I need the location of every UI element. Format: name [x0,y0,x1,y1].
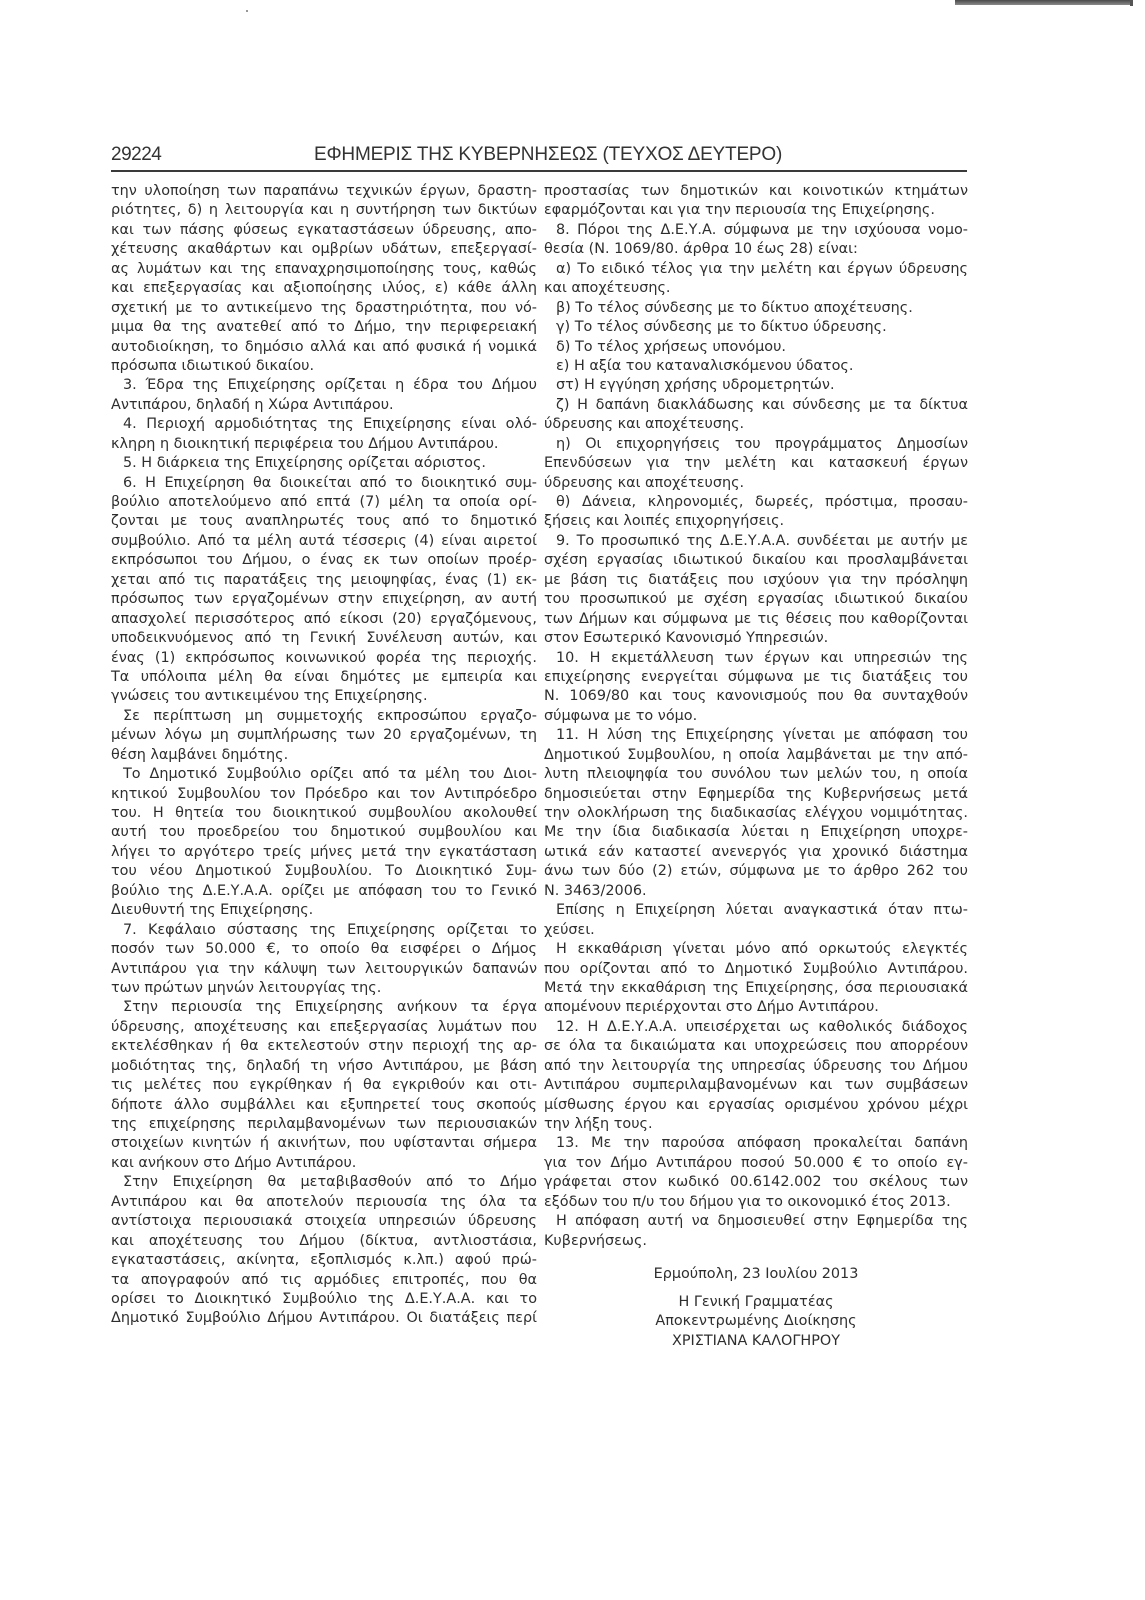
text-line: Αντιπάρου, δηλαδή η Χώρα Αντιπάρου. [111,396,394,413]
text-line: την λήξη τους. [544,1116,653,1132]
text-line: 13. Με την παρούσα απόφαση προκαλείται δαπάνη [556,1135,968,1152]
text-line: Στην περιουσία της Επιχείρησης ανήκουν τα έργα [123,999,537,1016]
text-line: Διευθυντή της Επιχείρησης. [111,902,314,919]
signature-name: ΧΡΙΣΤΙΑΝΑ ΚΑΛΟΓΗΡΟΥ [671,1332,841,1349]
text-line: ποσόν των 50.000 €, το οποίο θα εισφέρει ο Δήμος [111,941,537,958]
text-line: άνω των δύο (2) ετών, σύμφωνα με το άρθρο 262 του [544,863,968,880]
text-line: επιχείρησης ενεργείται σύμφωνα με τις διατάξεις του [544,668,968,685]
text-line: ένας (1) εκπρόσωπος κοινωνικού φορέα της περιοχής. [111,649,537,666]
text-line: 9. Το προσωπικό της Δ.Ε.Υ.Α.Α. συνδέεται με αυτήν με [556,532,968,549]
text-line: ζονται με τους αναπληρωτές τους από το δημοτικό [111,513,537,530]
page-header [111,140,967,172]
text-line: Το Δημοτικό Συμβούλιο ορίζει από τα μέλη του Διοι- [123,766,537,783]
text-line: αυτή του προεδρείου του δημοτικού συμβουλίου και [111,824,537,841]
left-text-column [111,182,537,1329]
text-line: δ) Το τέλος χρήσεως υπονόμου. [556,338,786,355]
text-line: σχετική με το αντικείμενο της δραστηριότητα, που νό- [111,299,537,316]
text-line: εγκαταστάσεις, ακίνητα, εξοπλισμός κ.λπ.) αφού πρώ- [111,1252,537,1269]
text-line: Κυβερνήσεως. [544,1232,647,1249]
text-line: και αποχέτευσης. [544,280,671,297]
text-line: Σε περίπτωση μη συμμετοχής εκπροσώπου εργαζο- [123,707,537,724]
signature-block [544,1265,968,1351]
text-line: Επενδύσεων για την μελέτη και κατασκευή έργων [544,455,968,472]
text-line: κληρη η διοικητική περιφέρεια του Δήμου Αντιπάρου. [111,435,499,452]
text-line: η) Οι επιχορηγήσεις του προγράμματος Δημοσίων [556,435,968,452]
text-line: της επιχείρησης περιλαμβανομένων των περιουσιακών [111,1116,537,1132]
scan-speck [246,10,248,12]
text-line: εκπρόσωποι του Δήμου, ο ένας εκ των οποίων προέρ- [111,552,537,569]
scan-edge-shadow [955,0,1133,5]
text-line: σε όλα τα δικαιώματα και υποχρεώσεις που απορρέουν [544,1038,968,1055]
text-line: των Δήμων και σύμφωνα με τις θέσεις που καθορίζονται [544,610,968,627]
text-line: 6. Η Επιχείρηση θα διοικείται από το διοικητικό συμ- [123,474,537,491]
right-text-column [544,182,968,1251]
text-line: μίσθωσης έργου και εργασίας ορισμένου χρόνου μέχρι [544,1096,968,1113]
text-line: σχέση εργασίας ιδιωτικού δικαίου και προσλαμβάνεται [544,552,968,569]
text-line: στ) Η εγγύηση χρήσης υδρομετρητών. [556,377,835,394]
text-line: και ανήκουν στο Δήμο Αντιπάρου. [111,1154,357,1171]
text-line: ριότητες, δ) η λειτουργία και η συντήρηση των δικτύων [111,202,537,219]
text-line: ζ) Η δαπάνη διακλάδωσης και σύνδεσης με τα δίκτυα [556,396,968,413]
text-line: μοδιότητας της, δηλαδή τη νήσο Αντιπάρου, με βάση [111,1057,537,1074]
text-line: την ολοκλήρωση της διαδικασίας ελέγχου νομιμότητας. [544,805,968,821]
scan-edge-corner [1130,0,1133,6]
text-line: ε) Η αξία του καταναλισκόμενου ύδατος. [556,357,854,374]
text-line: 10. Η εκμετάλλευση των έργων και υπηρεσιών της [556,649,968,666]
text-line: Ν. 3463/2006. [544,882,647,899]
text-line: αυτοδιοίκηση, το δημόσιο αλλά και από φυσικά ή νομικά [111,338,537,355]
page-number: 29224 [111,144,162,165]
text-line: την υλοποίηση των παραπάνω τεχνικών έργων, δραστη- [111,183,537,199]
text-line: απομένουν περιέρχονται στο Δήμο Αντιπάρου. [544,999,879,1016]
text-line: δήποτε άλλο συμβάλλει και εξυπηρετεί τους σκοπούς [111,1096,537,1113]
text-line: του προσωπικού με σχέση εργασίας ιδιωτικού δικαίου [544,591,968,608]
text-line: από την λειτουργία της υπηρεσίας ύδρευσης του Δήμου [544,1057,968,1074]
text-line: 4. Περιοχή αρμοδιότητας της Επιχείρησης είναι ολό- [123,416,537,433]
text-line: 5. Η διάρκεια της Επιχείρησης ορίζεται αόριστος. [123,455,487,472]
text-line: Τα υπόλοιπα μέλη θα είναι δημότες με εμπειρία και [111,668,537,685]
text-line: Αντιπάρου και θα αποτελούν περιουσία της όλα τα [111,1193,537,1210]
text-line: μένων λόγω μη συμπλήρωσης των 20 εργαζομένων, τη [111,727,537,744]
text-line: στον Εσωτερικό Κανονισμό Υπηρεσιών. [544,630,829,647]
text-line: ορίσει το Διοικητικό Συμβούλιο της Δ.Ε.Υ.Α.Α. και το [111,1290,537,1307]
text-line: συμβούλιο. Από τα μέλη αυτά τέσσερις (4) είναι αιρετοί [111,532,537,549]
text-line: ξήσεις και λοιπές επιχορηγήσεις. [544,513,785,530]
text-line: Με την ίδια διαδικασία λύεται η Επιχείρηση υποχρε- [544,824,968,841]
text-line: 11. Η λύση της Επιχείρησης γίνεται με απόφαση του [556,727,968,744]
text-line: απασχολεί περισσότερος από είκοσι (20) εργαζόμενους, [111,610,537,627]
text-line: 7. Κεφάλαιο σύστασης της Επιχείρησης ορίζεται το [123,921,537,938]
text-line: κητικού Συμβουλίου τον Πρόεδρο και τον Αντιπρόεδρο [111,785,537,802]
text-line: σύμφωνα με το νόμο. [544,707,698,724]
text-line: θέση λαμβάνει δημότης. [111,746,289,763]
text-line: ύδρευσης και αποχέτευσης. [544,474,745,491]
text-line: 3. Έδρα της Επιχείρησης ορίζεται η έδρα του Δήμου [123,377,537,394]
text-line: β) Το τέλος σύνδεσης με το δίκτυο αποχέτευσης. [556,299,913,316]
text-line: εκτελέσθηκαν ή θα εκτελεστούν στην περιοχή της αρ- [111,1038,537,1055]
text-line: του. Η θητεία του διοικητικού συμβουλίου ακολουθεί [111,805,537,821]
text-line: που ορίζονται από το Δημοτικό Συμβούλιο Αντιπάρου. [544,960,968,977]
text-line: εξόδων του π/υ του δήμου για το οικονομικό έτος 2013. [544,1193,951,1210]
text-line: και αποχέτευσης του Δήμου (δίκτυα, αντλιοστάσια, [111,1232,537,1249]
text-line: χέτευσης ακαθάρτων και ομβρίων υδάτων, επεξεργασί- [111,241,537,258]
text-line: Επίσης η Επιχείρηση λύεται αναγκαστικά όταν πτω- [556,902,968,919]
text-line: Η εκκαθάριση γίνεται μόνο από ορκωτούς ελεγκτές [556,941,968,958]
text-line: θ) Δάνεια, κληρονομιές, δωρεές, πρόστιμα, προσαυ- [556,494,968,510]
text-line: ας λυμάτων και της επαναχρησιμοποίησης τους, καθώς [111,260,537,277]
text-line: Δημοτικού Συμβουλίου, η οποία λαμβάνεται με την από- [544,746,968,763]
text-line: στοιχείων κινητών ή ακινήτων, που υφίστανται σήμερα [111,1135,537,1152]
text-line: Μετά την εκκαθάριση της Επιχείρησης, όσα περιουσιακά [544,979,968,996]
text-line: χεται από τις παρατάξεις της μειοψηφίας, ένας (1) εκ- [111,571,537,588]
signature-role-line1: Η Γενική Γραμματέας [678,1293,834,1310]
text-line: ύδρευσης και αποχέτευσης. [544,416,745,433]
text-line: Στην Επιχείρηση θα μεταβιβασθούν από το Δήμο [123,1174,537,1191]
text-line: γνώσεις του αντικειμένου της Επιχείρησης. [111,688,428,705]
text-line: του νέου Δημοτικού Συμβουλίου. Το Διοικητικό Συμ- [111,863,537,880]
text-line: τα απογραφούν από τις αρμόδιες επιτροπές, που θα [111,1271,537,1288]
text-line: Αντιπάρου συμπεριλαμβανομένων και των συμβάσεων [544,1077,968,1094]
text-line: πρόσωπος των εργαζομένων στην επιχείρηση, αν αυτή [111,591,537,608]
text-line: για τον Δήμο Αντιπάρου ποσού 50.000 € το οποίο εγ- [544,1154,968,1171]
text-line: γράφεται στον κωδικό 00.6142.002 του σκέλους των [544,1174,968,1191]
signature-role-line2: Αποκεντρωμένης Διοίκησης [655,1313,857,1329]
signature-place-date: Ερμούπολη, 23 Ιουλίου 2013 [653,1266,859,1282]
text-line: προστασίας των δημοτικών και κοινοτικών κτημάτων [544,183,968,199]
text-line: υποδεικνυόμενος από τη Γενική Συνέλευση αυτών, και [111,630,537,647]
text-line: βούλιο αποτελούμενο από επτά (7) μέλη τα οποία ορί- [111,494,537,510]
text-line: ωτικά εάν καταστεί ανενεργός για χρονικό διάστημα [544,843,968,860]
text-line: με βάση τις διατάξεις που ισχύουν για την πρόσληψη [544,571,968,588]
text-line: των πρώτων μηνών λειτουργίας της. [111,979,382,996]
text-line: και των πάσης φύσεως εγκαταστάσεων ύδρευσης, απο- [111,221,537,238]
text-line: τις μελέτες που εγκρίθηκαν ή θα εγκριθούν και οτι- [111,1077,537,1094]
text-line: μιμα θα της ανατεθεί από το Δήμο, την περιφερειακή [111,319,537,336]
text-line: δημοσιεύεται στην Εφημερίδα της Κυβερνήσεως μετά [544,785,968,802]
text-line: θεσία (Ν. 1069/80. άρθρα 10 έως 28) είναι: [544,241,858,258]
text-line: πρόσωπα ιδιωτικού δικαίου. [111,357,315,374]
text-line: βούλιο της Δ.Ε.Υ.Α.Α. ορίζει με απόφαση του το Γενικό [111,882,537,899]
text-line: γ) Το τέλος σύνδεσης με το δίκτυο ύδρευσης. [556,319,887,336]
text-line: 8. Πόροι της Δ.Ε.Υ.Α. σύμφωνα με την ισχύουσα νομο- [556,221,968,238]
gazette-title: ΕΦΗΜΕΡΙΣ ΤΗΣ ΚΥΒΕΡΝΗΣΕΩΣ (ΤΕΥΧΟΣ ΔΕΥΤΕΡΟ) [314,144,783,165]
text-line: χεύσει. [544,921,595,938]
text-line: λυτη πλειοψηφία του συνόλου των μελών του, η οποία [544,766,968,783]
text-line: 12. Η Δ.Ε.Υ.Α.Α. υπεισέρχεται ως καθολικός διάδοχος [556,1018,968,1035]
text-line: Αντιπάρου για την κάλυψη των λειτουργικών δαπανών [111,960,537,977]
text-line: Η απόφαση αυτή να δημοσιευθεί στην Εφημερίδα της [556,1213,968,1230]
text-line: Δημοτικό Συμβούλιο Δήμου Αντιπάρου. Οι διατάξεις περί [111,1310,537,1327]
text-line: αντίστοιχα περιουσιακά στοιχεία υπηρεσιών ύδρευσης [111,1213,537,1230]
text-line: Ν. 1069/80 και τους κανονισμούς που θα συνταχθούν [544,688,968,705]
text-line: λήγει το αργότερο τρείς μήνες μετά την εγκατάσταση [111,843,537,860]
text-line: α) Το ειδικό τέλος για την μελέτη και έργων ύδρευσης [556,260,968,277]
text-line: ύδρευσης, αποχέτευσης και επεξεργασίας λυμάτων που [111,1018,537,1035]
text-line: και επεξεργασίας και αξιοποίησης ιλύος, ε) κάθε άλλη [111,280,537,297]
text-line: εφαρμόζονται και για την περιουσία της Επιχείρησης. [544,202,935,219]
